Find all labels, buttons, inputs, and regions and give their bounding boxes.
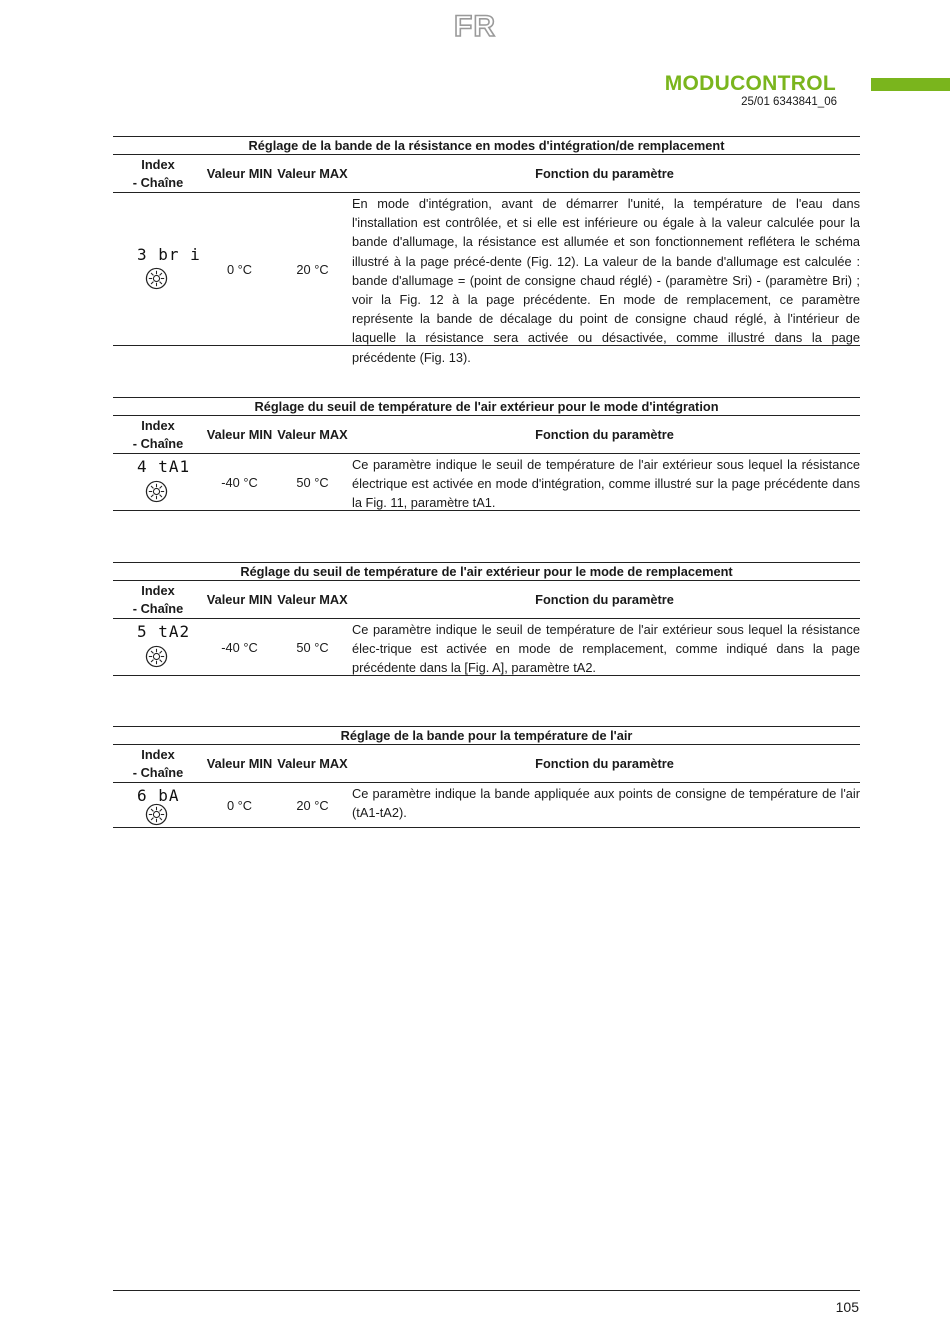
- sun-icon: [145, 480, 168, 503]
- min-value: -40 °C: [221, 639, 258, 655]
- header-function: Fonction du paramètre: [535, 166, 674, 181]
- sun-icon: [145, 267, 168, 290]
- min-value: 0 °C: [226, 261, 253, 277]
- parameter-table-ta2: [113, 562, 860, 676]
- header-index: Index - Chaîne: [132, 417, 184, 451]
- min-value: 0 °C: [226, 797, 253, 813]
- index-cell: [113, 193, 203, 345]
- table-header: [113, 745, 860, 783]
- header-max: Valeur MAX: [277, 427, 348, 442]
- display-code: 6 bA: [137, 786, 180, 805]
- sun-icon: [145, 645, 168, 668]
- parameter-table-ta1: [113, 397, 860, 511]
- header-index: Index - Chaîne: [132, 746, 184, 780]
- parameter-table-bri: [113, 136, 860, 365]
- header-min: Valeur MIN: [206, 166, 273, 181]
- display-code: 3 br i: [137, 245, 201, 264]
- brand-accent-bar: [871, 78, 950, 91]
- index-cell: [113, 454, 203, 510]
- document-reference: 25/01 6343841_06: [741, 96, 837, 108]
- table-row: [113, 193, 860, 365]
- max-value: 50 °C: [296, 474, 329, 490]
- table-header: [113, 155, 860, 193]
- header-function: Fonction du paramètre: [535, 592, 674, 607]
- function-description: Ce paramètre indique le seuil de température de l'air extérieur sous lequel la résistance élec-trique est activée en mode de remplacement, comme indiqué dans la page précédente dans la [Fig. A], paramètre tA2.: [352, 622, 860, 676]
- function-description: En mode d'intégration, avant de démarrer l'unité, la température de l'eau dans l'installation est contrôlée, et si elle est inférieure ou égale à la valeur calculée pour la bande d'allumage, la résistance est allumée et son fonctionnement reflétera le schéma illustré à la page précé-dente (Fig. 12). La valeur de la bande d'allumage est calculée : bande d'allumage = (point de consigne chaud réglé) - (paramètre Sri) - (paramètre Bri) ; voir la Fig. 12 à la page précédente. En mode de remplacement, ce paramètre représente la bande de décalage du point de consigne chaud réglé, à l'intérieur de laquelle la résistance sera activée ou désactivée, comme illustré dans la page précédente (Fig. 13).: [352, 196, 860, 365]
- header-max: Valeur MAX: [277, 592, 348, 607]
- table-header: [113, 581, 860, 619]
- table-row: [113, 619, 860, 676]
- function-description: Ce paramètre indique le seuil de température de l'air extérieur sous lequel la résistance électrique est activée en mode d'intégration, comme illustré sur la page précédente dans la Fig. 11, paramètre tA1.: [352, 457, 860, 511]
- table-row: [113, 454, 860, 511]
- table-title: Réglage du seuil de température de l'air extérieur pour le mode de remplacement: [113, 562, 860, 581]
- header-min: Valeur MIN: [206, 427, 273, 442]
- max-value: 20 °C: [296, 261, 329, 277]
- min-value: -40 °C: [221, 474, 258, 490]
- index-cell: [113, 619, 203, 675]
- function-description: Ce paramètre indique la bande appliquée aux points de consigne de température de l'air (tA1-tA2).: [352, 786, 860, 821]
- display-code: 5 tA2: [137, 622, 191, 641]
- table-row: [113, 783, 860, 828]
- footer-divider: [113, 1290, 860, 1291]
- sun-icon: [145, 803, 168, 826]
- parameter-table-ba: [113, 726, 860, 828]
- header-max: Valeur MAX: [277, 756, 348, 771]
- header-function: Fonction du paramètre: [535, 756, 674, 771]
- table-header: [113, 416, 860, 454]
- table-title: Réglage du seuil de température de l'air extérieur pour le mode d'intégration: [113, 397, 860, 416]
- display-code: 4 tA1: [137, 457, 191, 476]
- page-number: 105: [835, 1299, 859, 1315]
- header-min: Valeur MIN: [206, 592, 273, 607]
- header-index: Index - Chaîne: [132, 156, 184, 190]
- max-value: 20 °C: [296, 797, 329, 813]
- header-min: Valeur MIN: [206, 756, 273, 771]
- header-max: Valeur MAX: [277, 166, 348, 181]
- header-index: Index - Chaîne: [132, 582, 184, 616]
- table-title: Réglage de la bande de la résistance en modes d'intégration/de remplacement: [113, 136, 860, 155]
- brand-title: MODUCONTROL: [664, 72, 836, 95]
- index-cell: [113, 783, 203, 827]
- table-title: Réglage de la bande pour la température de l'air: [113, 726, 860, 745]
- header-function: Fonction du paramètre: [535, 427, 674, 442]
- max-value: 50 °C: [296, 639, 329, 655]
- language-tag: FR: [454, 10, 496, 43]
